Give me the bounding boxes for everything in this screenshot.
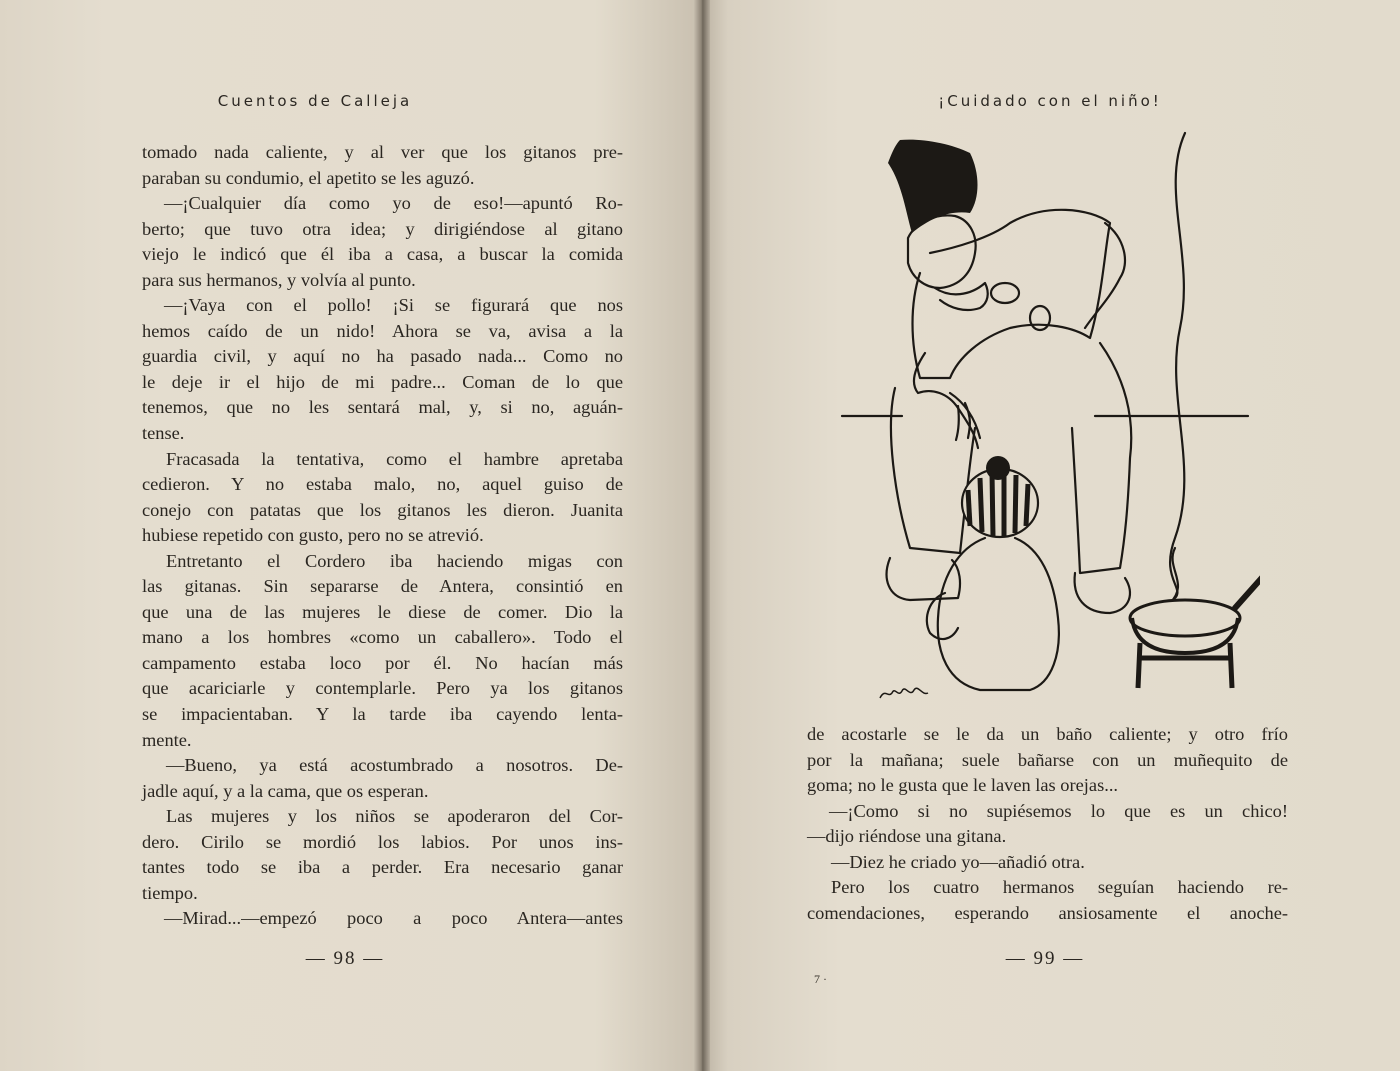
text-line: hemos caído de un nido! Ahora se va, avisa a la [142, 320, 623, 341]
text-line: —¡Vaya con el pollo! ¡Si se figurará que nos [164, 295, 623, 316]
text-line: berto; que tuvo otra idea; y dirigiéndose al gitano [142, 218, 623, 239]
running-head-right: ¡Cuidado con el niño! [938, 92, 1162, 110]
text-line: —dijo riéndose una gitana. [807, 826, 1007, 847]
hanging-rope [1170, 133, 1185, 598]
text-line: le deje ir el hijo de mi padre... Coman de lo que [142, 371, 623, 392]
text-line: comendaciones, esperando ansiosamente el anoche- [807, 902, 1288, 923]
text-line: conejo con patatas que los gitanos les dieron. Juanita [142, 499, 623, 520]
running-head-left: Cuentos de Calleja [217, 92, 413, 110]
text-line: —Bueno, ya está acostumbrado a nosotros. De- [166, 755, 623, 776]
text-line: Entretanto el Cordero iba haciendo migas con [166, 550, 623, 571]
text-line: tomado nada caliente, y al ver que los gitanos pre- [142, 142, 623, 162]
book-gutter [694, 0, 710, 1071]
man-right-leg [1072, 343, 1131, 573]
page-number-right: — 99 — [1005, 948, 1085, 969]
man-torso [913, 210, 1111, 378]
child-body [938, 538, 1059, 690]
frying-pan-on-stand [1130, 563, 1260, 688]
text-line: Las mujeres y los niños se apoderaron del Cor- [166, 806, 623, 827]
text-line: de acostarle se le da un baño caliente; y otro frío [807, 724, 1288, 744]
text-line: guardia civil, y aquí no ha pasado nada... Como no [142, 346, 623, 367]
artist-signature-mark [880, 688, 928, 698]
coat-pocket [991, 283, 1019, 303]
man-right-shoe [1075, 573, 1130, 613]
text-line: tantes todo se iba a perder. Era necesario ganar [142, 857, 623, 878]
text-line: por la mañana; suele bañarse con un muñequito de [807, 749, 1288, 770]
text-line: goma; no le gusta que le laven las orejas... [807, 775, 1119, 796]
man-hand [950, 393, 980, 440]
text-line: Pero los cuatro hermanos seguían haciendo re- [831, 877, 1288, 898]
text-line: Fracasada la tentativa, como el hambre apretaba [166, 448, 623, 469]
printer-signature-mark: 7 · [814, 972, 827, 986]
page-number-left: — 98 — [305, 948, 385, 969]
text-line: tense. [142, 423, 185, 444]
coat-button [1030, 306, 1050, 330]
right-page-text [807, 722, 1288, 926]
text-line: se impacientaban. Y la tarde iba cayendo lenta- [142, 704, 623, 725]
illustration-gypsy-and-child [840, 128, 1260, 703]
text-line: dero. Cirilo se mordió los labios. Por unos ins- [142, 831, 623, 852]
text-line: campamento estaba loco por él. No hacían más [142, 652, 623, 673]
man-right-arm [1085, 223, 1125, 328]
text-line: viejo le indicó que él iba a casa, a buscar la comida [142, 244, 623, 265]
text-line: que acariciarle y contemplarle. Pero ya los gitanos [142, 678, 623, 699]
text-line: mano a los hombres «como un caballero». Todo el [142, 627, 623, 648]
text-line: —¡Como si no supiésemos lo que es un chico! [829, 800, 1288, 821]
text-line: tiempo. [142, 882, 198, 903]
man-hat [888, 140, 978, 233]
text-line: que una de las mujeres le diese de comer. Dio la [142, 601, 623, 622]
text-line: mente. [142, 729, 192, 750]
text-line: las gitanas. Sin separarse de Antera, consintió en [142, 576, 623, 597]
text-line: jadle aquí, y a la cama, que os esperan. [142, 780, 429, 801]
left-page-text [142, 140, 623, 932]
man-left-shoe [887, 558, 960, 600]
right-page [700, 0, 1400, 1071]
text-line: cedieron. Y no estaba malo, no, aquel guiso de [142, 474, 623, 495]
text-line: para sus hermanos, y volvía al punto. [142, 269, 416, 290]
child-beanie [962, 456, 1038, 537]
text-line: —Diez he criado yo—añadió otra. [831, 851, 1085, 872]
text-line: tenemos, que no les sentará mal, y, si no, aguán- [142, 397, 623, 418]
text-line: hubiese repetido con gusto, pero no se atrevió. [142, 525, 484, 546]
text-line: paraban su condumio, el apetito se les aguzó. [142, 167, 475, 188]
text-line: —¡Cualquier día como yo de eso!—apuntó Ro- [164, 193, 623, 214]
text-line: —Mirad...—empezó poco a poco Antera—antes [164, 908, 623, 929]
